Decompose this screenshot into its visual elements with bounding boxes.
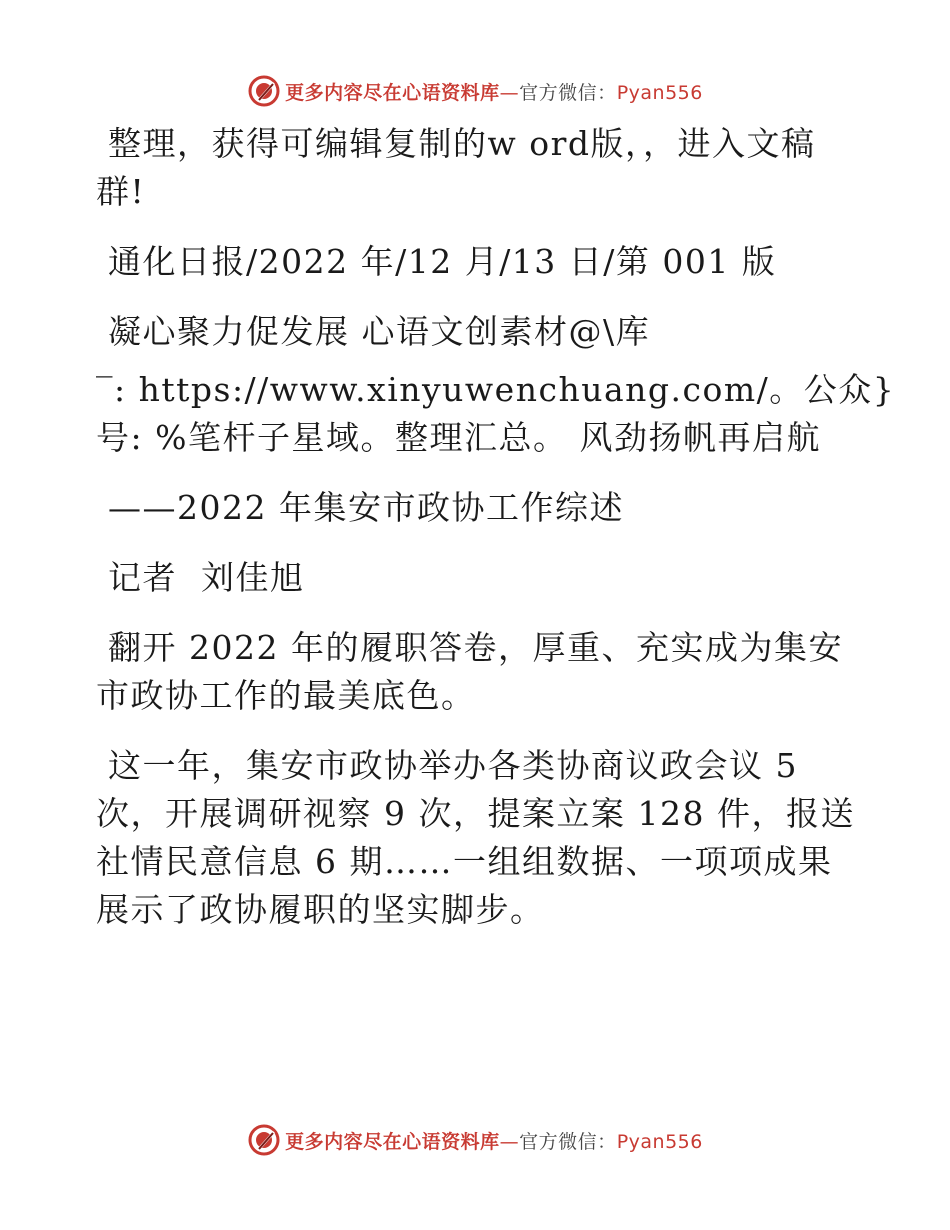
- banner-brand-text: 更多内容尽在心语资料库: [285, 1130, 500, 1153]
- paragraph-subtitle: [96, 484, 866, 532]
- text-line: 次，开展调研视察 9 次，提案立案 128 件，报送: [96, 794, 855, 833]
- paragraph-headline: [96, 308, 866, 356]
- text-line: 号: %笔杆子星域。整理汇总。 风劲扬帆再启航: [96, 418, 821, 457]
- header-banner: [0, 71, 950, 111]
- paragraph-source: [96, 238, 866, 286]
- footer-banner: [0, 1120, 950, 1160]
- document-body: [96, 120, 896, 956]
- banner-text: [285, 1127, 703, 1154]
- text-line: 记者 刘佳旭: [108, 558, 305, 597]
- banner-text: [285, 78, 703, 105]
- banner-wechat-id: Pyan556: [616, 1130, 703, 1153]
- text-line: 市政协工作的最美底色。: [96, 676, 476, 715]
- paragraph-byline: [96, 554, 866, 602]
- paragraph-body-1: [96, 624, 866, 720]
- paragraph-intro: [96, 120, 866, 216]
- banner-separator: —: [499, 1130, 520, 1153]
- text-line: 群!: [96, 172, 146, 211]
- text-line: ‾: https://www.xinyuwenchuang.com/。公众}: [96, 370, 896, 409]
- banner-brand-text: 更多内容尽在心语资料库: [285, 81, 500, 104]
- paragraph-url: [96, 366, 896, 462]
- text-line: 凝心聚力促发展 心语文创素材@\库: [108, 312, 651, 351]
- text-line: 社情民意信息 6 期……一组组数据、一项项成果: [96, 842, 833, 881]
- banner-wechat-label: 官方微信：: [519, 81, 617, 104]
- text-line: 展示了政协履职的坚实脚步。: [96, 890, 545, 929]
- paragraph-body-2: [96, 742, 866, 934]
- text-line: ——2022 年集安市政协工作综述: [108, 488, 624, 527]
- pen-circle-logo-icon: [247, 74, 281, 108]
- text-line: 翻开 2022 年的履职答卷，厚重、充实成为集安: [108, 628, 843, 667]
- banner-wechat-id: Pyan556: [616, 81, 703, 104]
- banner-separator: —: [499, 81, 520, 104]
- text-line: 整理，获得可编辑复制的w ord版，，进入文稿: [108, 124, 816, 163]
- text-line: 这一年，集安市政协举办各类协商议政会议 5: [108, 746, 798, 785]
- banner-wechat-label: 官方微信：: [519, 1130, 617, 1153]
- text-line: 通化日报/2022 年/12 月/13 日/第 001 版: [108, 242, 777, 281]
- pen-circle-logo-icon: [247, 1123, 281, 1157]
